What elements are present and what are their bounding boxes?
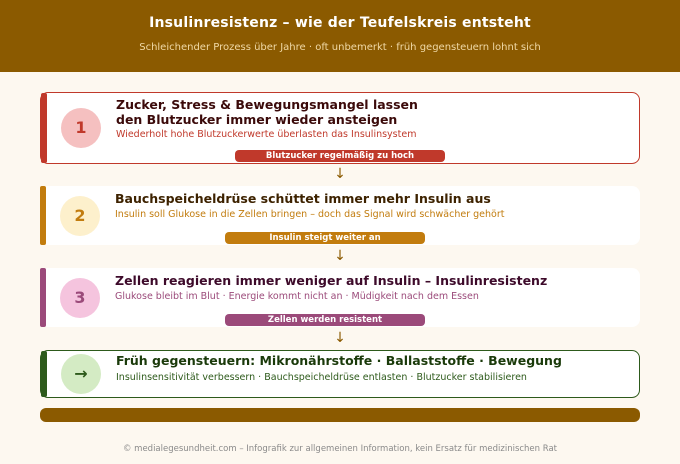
step-1-pill: Blutzucker regelmäßig zu hoch [235, 150, 445, 162]
step-2-description: Insulin soll Glukose in die Zellen bringen – doch das Signal wird schwächer gehört [115, 209, 505, 220]
step-3-accent-bar [40, 268, 46, 327]
step-4-description: Insulinsensitivität verbessern · Bauchspeicheldrüse entlasten · Blutzucker stabilisieren [116, 372, 527, 383]
step-1-title-line-2: den Blutzucker immer wieder ansteigen [116, 112, 398, 127]
page-subtitle: Schleichender Prozess über Jahre · oft unbemerkt · früh gegensteuern lohnt sich [139, 42, 541, 53]
step-4-accent-bar [41, 351, 47, 397]
arrow-down-icon: ↓ [334, 248, 346, 264]
step-1-accent-bar [41, 93, 47, 163]
header-banner [0, 0, 680, 72]
step-1-title-line-1: Zucker, Stress & Bewegungsmangel lassen [116, 97, 418, 112]
step-3-badge: 3 [60, 278, 100, 318]
arrow-down-icon: ↓ [334, 166, 346, 182]
footer-credit: © medialegesundheit.com – Infografik zur allgemeinen Information, kein Ersatz für medizinischen Rat [122, 444, 558, 454]
step-2-pill: Insulin steigt weiter an [225, 232, 425, 244]
step-3-description: Glukose bleibt im Blut · Energie kommt nicht an · Müdigkeit nach dem Essen [115, 291, 479, 302]
step-1-description: Wiederholt hohe Blutzuckerwerte überlasten das Insulinsystem [116, 129, 417, 140]
step-2-title: Bauchspeicheldrüse schüttet immer mehr Insulin aus [115, 191, 491, 206]
step-4-title: Früh gegensteuern: Mikronährstoffe · Ballaststoffe · Bewegung [116, 353, 562, 368]
step-1-badge: 1 [61, 108, 101, 148]
step-3-pill: Zellen werden resistent [225, 314, 425, 326]
page-title: Insulinresistenz – wie der Teufelskreis entsteht [149, 15, 531, 31]
step-2-accent-bar [40, 186, 46, 245]
step-2-badge: 2 [60, 196, 100, 236]
step-card-4 [40, 350, 640, 398]
step-4-badge: → [61, 354, 101, 394]
step-1-title [116, 97, 418, 127]
bottom-bar [40, 408, 640, 422]
arrow-down-icon: ↓ [334, 330, 346, 346]
step-3-title: Zellen reagieren immer weniger auf Insulin – Insulinresistenz [115, 273, 548, 288]
